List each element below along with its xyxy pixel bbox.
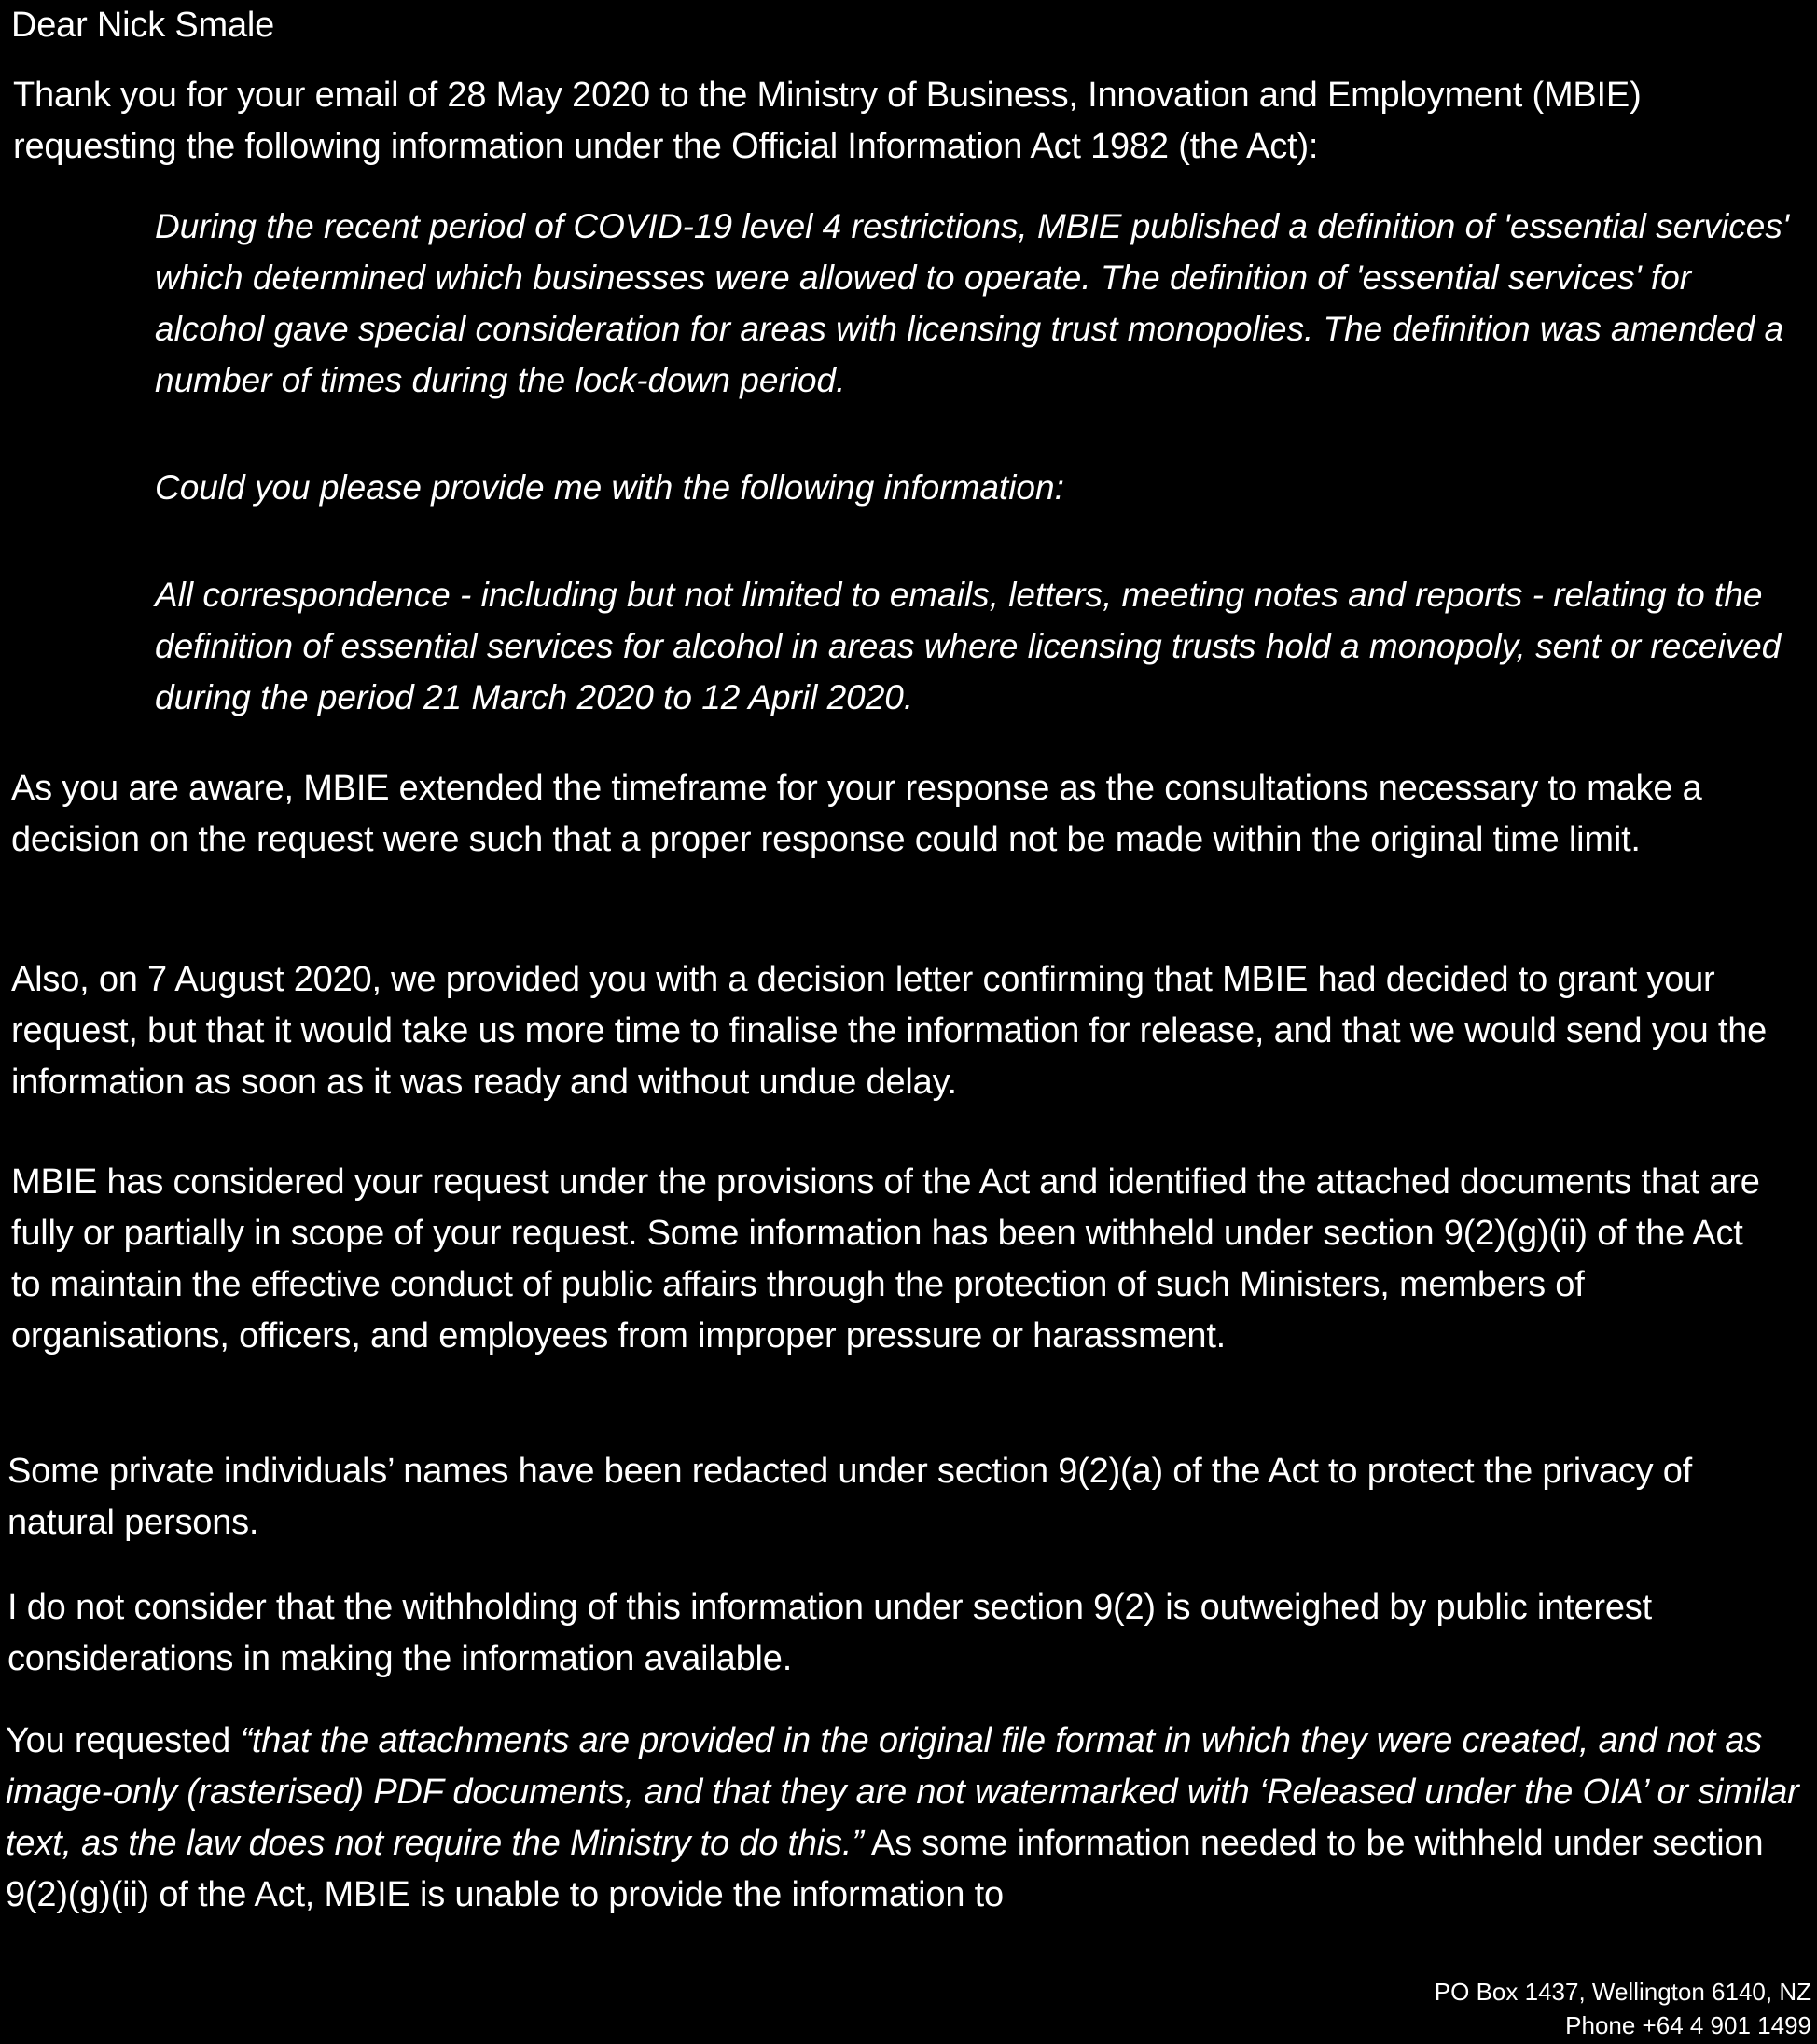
footer-phone: Phone +64 4 901 1499	[1565, 2011, 1811, 2039]
privacy-paragraph: Some private individuals’ names have been redacted under section 9(2)(a) of the Act to protect the privacy of natural persons.	[7, 1452, 1693, 1542]
decision-letter-paragraph: Also, on 7 August 2020, we provided you with a decision letter confirming that MBIE had decided to grant your request, but that it would take us more time to finalise the information for release, and that we would send you the information as soon as it was ready and without undue delay.	[11, 960, 1768, 1102]
salutation: Dear Nick Smale	[11, 6, 275, 45]
extension-paragraph: As you are aware, MBIE extended the timeframe for your response as the consultations necessary to make a decision on the request were such that a proper response could not be made within the original time limit.	[11, 769, 1702, 859]
request-quote-definition: During the recent period of COVID-19 level 4 restrictions, MBIE published a definition of 'essential services' which determined which businesses were allowed to operate. The definition of 'essential services' for alcohol gave special consideration for areas with licensing trust monopolies. The definition was amended a number of times during the lock-down period.	[155, 207, 1789, 399]
intro-paragraph: Thank you for your email of 28 May 2020 to the Ministry of Business, Innovation and Employment (MBIE) requesting the following information under the Official Information Act 1982 (the Act):	[13, 76, 1642, 166]
request-quote-correspondence: All correspondence - including but not limited to emails, letters, meeting notes and reports - relating to the definition of essential services for alcohol in areas where licensing trusts hold a monopoly, sent or received during the period 21 March 2020 to 12 April 2020.	[155, 576, 1782, 716]
file-format-paragraph	[6, 1716, 1811, 1921]
request-quote-ask: Could you please provide me with the following information:	[155, 468, 1064, 507]
file-format-quote: “that the attachments are provided in the original file format in which they were created, and not as image-only (rasterised) PDF documents, and that they are not watermarked with ‘Released under the OIA’ or similar text, as the law does not require the Ministry to do this.”	[6, 1721, 1799, 1863]
footer-address: PO Box 1437, Wellington 6140, NZ	[1434, 1978, 1811, 2006]
public-interest-paragraph: I do not consider that the withholding of this information under section 9(2) is outweighed by public interest considerations in making the information available.	[7, 1588, 1652, 1678]
file-format-lead: You requested	[6, 1721, 241, 1760]
withheld-information-paragraph: MBIE has considered your request under the provisions of the Act and identified the attached documents that are fully or partially in scope of your request. Some information has been withheld under section 9(2)(g)(ii) of the Act to maintain the effective conduct of public affairs through the protection of such Ministers, members of organisations, officers, and employees from improper pressure or harassment.	[11, 1162, 1760, 1356]
file-format-tail: As some information needed to be withheld under section 9(2)(g)(ii) of the Act, MBIE is unable to provide the information to	[6, 1824, 1764, 1914]
